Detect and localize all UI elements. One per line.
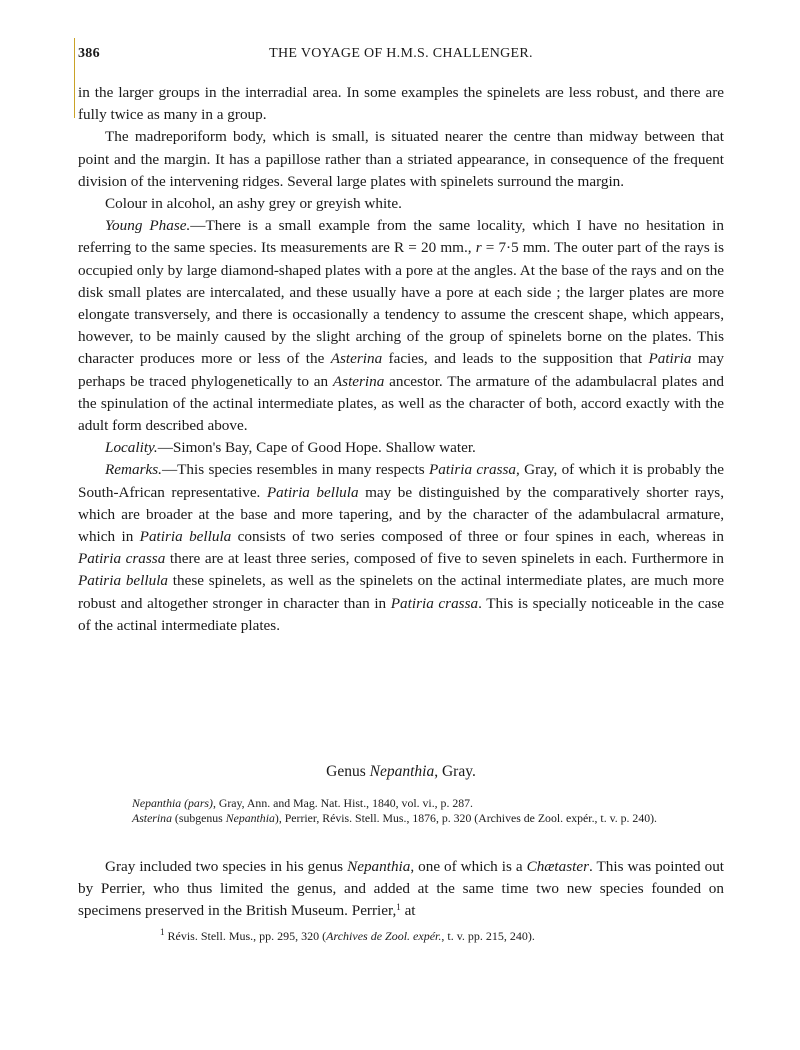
- r-symbol: r: [475, 239, 482, 257]
- young-phase-label: Young Phase.: [105, 217, 191, 235]
- running-header: [78, 46, 724, 66]
- genus-name: Nepanthia: [369, 763, 435, 780]
- taxon-patiria: Patiria: [648, 350, 692, 368]
- gray-text-1: Gray included two species in his genus: [105, 858, 348, 875]
- synonym-genus: Asterina: [132, 810, 172, 825]
- footnote-journal: Archives de Zool. expér.: [326, 929, 442, 943]
- synonym-genus: Nepanthia (pars): [132, 796, 213, 810]
- locality-label: Locality.: [105, 439, 158, 457]
- taxon-patiria-bellula: Patiria bellula: [78, 572, 169, 590]
- gray-text-4: at: [400, 902, 416, 920]
- synonym-citation: ), Perrier, Révis. Stell. Mus., 1876, p. 320 (Archives de Zool. expér., t. v. p. 240).: [274, 810, 657, 825]
- taxon-patiria-bellula: Patiria bellula: [139, 528, 232, 546]
- running-title: THE VOYAGE OF H.M.S. CHALLENGER.: [269, 46, 533, 61]
- synonym-citation-part: (subgenus: [171, 810, 226, 825]
- taxon-patiria-crassa: Patiria crassa: [429, 461, 517, 479]
- genus-suffix: , Gray.: [434, 763, 476, 780]
- gray-text-3: . This was pointed out by Perrier, who thus limited the genus, and added at the same time two new species founded on specimens preserved in the British Museum. Perrier,: [78, 858, 725, 920]
- footnote-text-2: , t. v. pp. 215, 240).: [441, 929, 535, 943]
- remarks-text-5: there are at least three series, composed of five to seven spinelets in each. Furthermore in: [165, 550, 724, 568]
- footnote-marker: 1: [160, 927, 165, 937]
- page-margin-rule: [74, 38, 75, 118]
- genus-heading: [78, 763, 724, 781]
- remarks-text-2: , Gray, of which it is probably the South-African representative.: [78, 461, 724, 501]
- main-text: [78, 82, 724, 637]
- young-phase-text-1: —There is a small example from the same locality, which I have no hesitation in referring to the same species. Its measurements are R = 20 mm.,: [78, 217, 724, 257]
- footnote-text-1: Révis. Stell. Mus., pp. 295, 320 (: [164, 929, 327, 943]
- young-phase-text-5: ancestor. The armature of the adambulacral plates and the spinulation of the actinal intermediate plates, as well as the character of both, accord exactly with the adult form described above.: [78, 372, 725, 435]
- paragraph-locality: [78, 437, 724, 459]
- gray-text-2: , one of which is a: [410, 858, 527, 875]
- page-number: 386: [78, 46, 100, 61]
- locality-text: —Simon's Bay, Cape of Good Hope. Shallow water.: [157, 439, 476, 457]
- remarks-text-4: consists of two series composed of three or four spines in each, whereas in: [231, 528, 724, 546]
- footnote: [160, 929, 724, 944]
- young-phase-text-3: facies, and leads to the supposition that: [382, 350, 649, 368]
- remarks-label: Remarks.: [105, 461, 162, 479]
- synonymy-entry-2: [132, 811, 724, 826]
- paragraph-colour: Colour in alcohol, an ashy grey or greyish white.: [105, 195, 402, 213]
- taxon-asterina: Asterina: [332, 372, 385, 390]
- taxon-patiria-crassa: Patiria crassa: [390, 594, 479, 612]
- taxon-chaetaster: Chætaster: [526, 858, 590, 875]
- synonymy-entry-1: [132, 796, 724, 811]
- paragraph-madreporiform: The madreporiform body, which is small, is situated nearer the centre than midway between that point and the margin. It has a papillose rather than a striated appearance, in consequence of the frequent division of the intervening ridges. Several large plates with spinelets surround the margin.: [78, 128, 724, 190]
- young-phase-text-2: = 7·5 mm. The outer part of the rays is occupied only by large diamond-shaped plates with a pore at the angles. At the base of the rays and on the disk small plates are intercalated, and these usually have a pore at each side ; the larger plates are more elongate transversely, and there is occasionally a tendency to assume the crescent shape, which appears, however, to be mainly caused by the slight arching of the group of spinelets borne on the plates. This character produces more or less of the: [78, 239, 724, 368]
- genus-prefix: Genus: [326, 763, 370, 780]
- paragraph-young-phase: [78, 215, 724, 437]
- synonymy-list: [132, 796, 724, 826]
- remarks-text-1: —This species resembles in many respects: [161, 461, 430, 479]
- paragraph-gray-species: [78, 856, 724, 923]
- footnote-reference[interactable]: 1: [396, 902, 401, 913]
- paragraph-remarks: [78, 459, 724, 637]
- taxon-nepanthia: Nepanthia: [347, 858, 411, 875]
- genus-discussion: [78, 856, 724, 923]
- taxon-patiria-bellula: Patiria bellula: [266, 483, 359, 501]
- taxon-asterina: Asterina: [330, 350, 383, 368]
- remarks-text-3: may be distinguished by the comparatively shorter rays, which are broader at the base and more tapering, and by the character of the adambulacral armature, which in: [78, 483, 724, 546]
- young-phase-text-4: may perhaps be traced phylogenetically to an: [78, 350, 724, 390]
- paragraph-continuation: in the larger groups in the interradial area. In some examples the spinelets are less robust, and there are fully twice as many in a group.: [78, 84, 724, 124]
- remarks-text-7: . This is specially noticeable in the case of the actinal intermediate plates.: [78, 594, 725, 634]
- synonym-citation: , Gray, Ann. and Mag. Nat. Hist., 1840, vol. vi., p. 287.: [212, 796, 473, 810]
- taxon-patiria-crassa: Patiria crassa: [78, 550, 166, 568]
- synonym-subgenus: Nepanthia: [225, 810, 275, 825]
- remarks-text-6: these spinelets, as well as the spinelets on the actinal intermediate plates, are much more robust and altogether stronger in character than in: [78, 572, 724, 612]
